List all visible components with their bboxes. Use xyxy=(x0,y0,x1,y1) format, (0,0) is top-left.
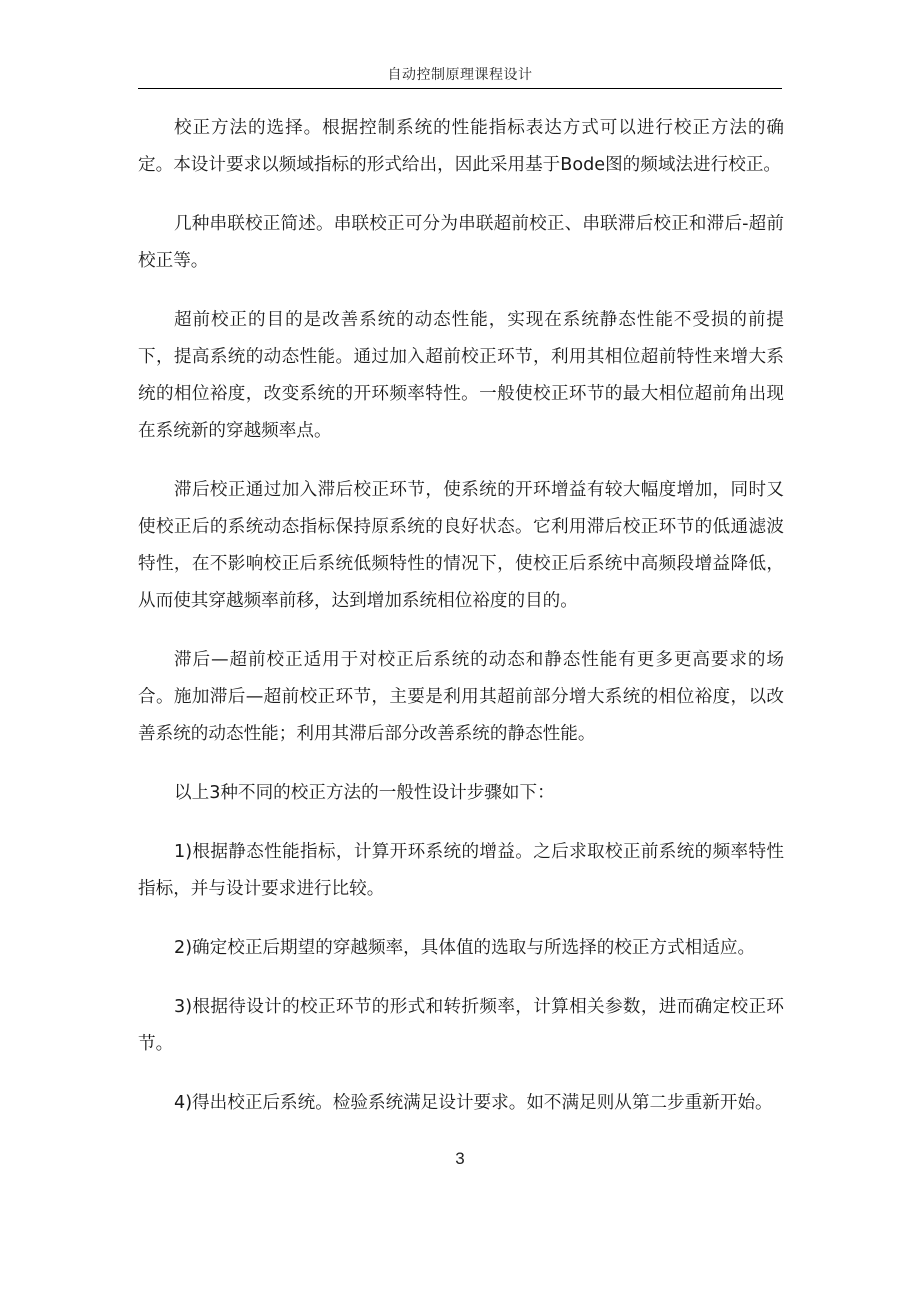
paragraph-design-steps-intro: 以上3种不同的校正方法的一般性设计步骤如下： xyxy=(174,783,555,803)
body-text xyxy=(138,110,784,1144)
paragraph-series-correction: 几种串联校正简述。串联校正可分为串联超前校正、串联滞后校正和滞后-超前校正等。 xyxy=(138,214,784,271)
paragraph-lag-correction: 滞后校正通过加入滞后校正环节，使系统的开环增益有较大幅度增加，同时又使校正后的系统动态指标保持原系统的良好状态。它利用滞后校正环节的低通滤波特性，在不影响校正后系统低频特性的情况下，使校正后系统中高频段增益降低，从而使其穿越频率前移，达到增加系统相位裕度的目的。 xyxy=(138,480,784,611)
paragraph-lag-lead-correction: 滞后—超前校正适用于对校正后系统的动态和静态性能有更多更高要求的场合。施加滞后—超前校正环节，主要是利用其超前部分增大系统的相位裕度，以改善系统的动态性能；利用其滞后部分改善系统的静态性能。 xyxy=(138,650,784,744)
running-header: 自动控制原理课程设计 xyxy=(387,67,533,83)
paragraph-step-3: 3)根据待设计的校正环节的形式和转折频率，计算相关参数，进而确定校正环节。 xyxy=(138,997,784,1054)
paragraph-step-2: 2)确定校正后期望的穿越频率，具体值的选取与所选择的校正方式相适应。 xyxy=(174,938,756,958)
page-number: 3 xyxy=(455,1149,465,1168)
paragraph-step-4: 4)得出校正后系统。检验系统满足设计要求。如不满足则从第二步重新开始。 xyxy=(174,1093,773,1113)
paragraph-correction-method: 校正方法的选择。根据控制系统的性能指标表达方式可以进行校正方法的确定。本设计要求以频域指标的形式给出，因此采用基于Bode图的频域法进行校正。 xyxy=(138,118,784,175)
paragraph-lead-correction: 超前校正的目的是改善系统的动态性能，实现在系统静态性能不受损的前提下，提高系统的动态性能。通过加入超前校正环节，利用其相位超前特性来增大系统的相位裕度，改变系统的开环频率特性。一般使校正环节的最大相位超前角出现在系统新的穿越频率点。 xyxy=(138,310,784,441)
header-rule xyxy=(138,88,782,89)
paragraph-step-1: 1)根据静态性能指标，计算开环系统的增益。之后求取校正前系统的频率特性指标，并与设计要求进行比较。 xyxy=(138,842,784,899)
